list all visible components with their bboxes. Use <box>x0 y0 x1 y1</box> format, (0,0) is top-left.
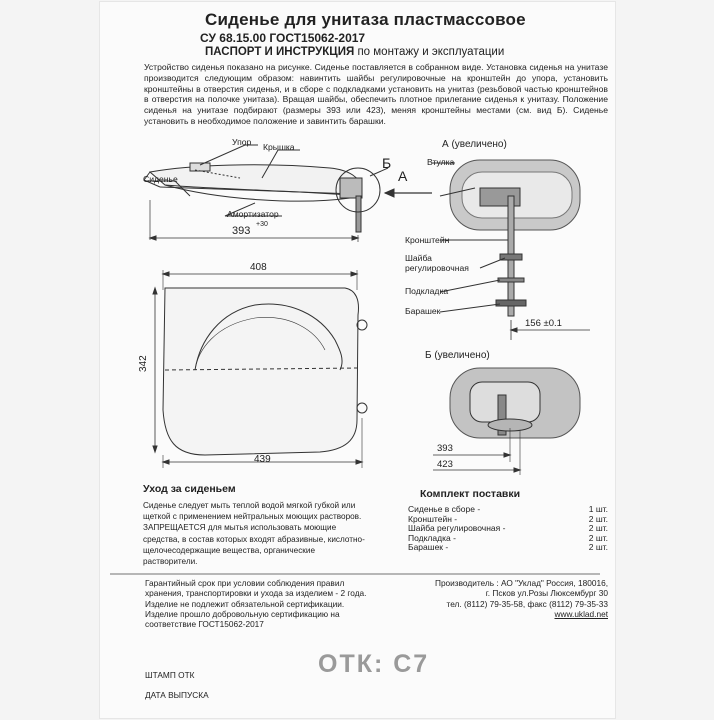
kit-list <box>408 505 608 553</box>
warranty-line: хранения, транспортировки и ухода за изделием - 2 года. <box>145 588 367 599</box>
label-upor: Упор <box>232 137 252 147</box>
label-vtulka: Втулка <box>427 157 455 167</box>
subtitle-rest: по монтажу и эксплуатации <box>354 46 505 58</box>
dim-393-side: 393 <box>232 225 251 237</box>
kit-item-qty: 1 шт. <box>588 504 608 514</box>
dim-423-b: 423 <box>437 459 453 470</box>
kit-item-name: Сиденье в сборе - <box>408 504 481 514</box>
care-forbidden-text: для мытья использовать моющие средства, в состав которых входят абразивные, кислотно-щелочесодержащие вещества, органические растворители. <box>143 523 365 567</box>
warranty-text <box>145 578 366 629</box>
label-kryshka: Крышка <box>263 142 295 152</box>
document-title: Сиденье для унитаза пластмассовое <box>205 10 526 29</box>
maker-line: г. Псков ул.Розы Люксембург 30 <box>485 588 608 599</box>
care-heading: Уход за сиденьем <box>143 483 236 495</box>
label-shaiba-1: Шайба <box>405 253 432 263</box>
view-a-drawing <box>432 160 590 340</box>
release-date-label: ДАТА ВЫПУСКА <box>145 690 209 700</box>
dim-156: 156 ±0.1 <box>525 318 562 329</box>
care-text <box>143 500 368 567</box>
kit-item-qty: 2 шт. <box>588 542 608 552</box>
label-amortizator: Амортизатор <box>227 209 279 219</box>
maker-line: тел. (8112) 79-35-58, факс (8112) 79-35-33 <box>446 598 608 609</box>
manufacturer-info <box>398 578 608 619</box>
dim-408: 408 <box>250 262 267 273</box>
kit-item-name: Кронштейн - <box>408 513 458 524</box>
maker-line: Производитель : АО "Уклад" Россия, 180016, <box>434 578 608 588</box>
view-b-title: Б (увеличено) <box>425 350 490 361</box>
kit-item-qty: 2 шт. <box>588 513 608 524</box>
label-podkladka: Подкладка <box>405 286 449 296</box>
dim-393-b: 393 <box>437 443 453 454</box>
document-code: СУ 68.15.00 ГОСТ15062-2017 <box>200 31 366 45</box>
kit-heading: Комплект поставки <box>420 488 521 500</box>
view-b-drawing <box>433 368 580 475</box>
view-a-title: А (увеличено) <box>442 139 507 150</box>
kit-item-name: Барашек - <box>408 542 449 552</box>
otk-stamp: ОТК: С7 <box>318 650 430 678</box>
care-forbidden-word: ЗАПРЕЩАЕТСЯ <box>143 523 206 533</box>
label-shaiba-2: регулировочная <box>405 263 469 273</box>
dim-342: 342 <box>138 355 149 372</box>
warranty-line: Изделие не подлежит обязательной сертификации. <box>145 598 345 609</box>
warranty-line: Гарантийный срок при условии соблюдения правил <box>145 578 345 588</box>
label-kronshtein: Кронштейн <box>405 235 450 245</box>
kit-item-name: Подкладка - <box>408 532 456 543</box>
top-view-drawing <box>153 270 367 468</box>
kit-item-qty: 2 шт. <box>588 523 608 533</box>
warranty-line: соответствие ГОСТ15062-2017 <box>145 619 264 630</box>
label-view-b-marker: Б <box>382 155 392 171</box>
installation-instructions: Устройство сиденья показано на рисунке. Сиденье поставляется в собранном виде. Установка сиденья на унитазе производится следующим образом: навинтить шайбы регулировочные на кронштейн до упора, установить кронштейны в отверстия сиденья, и в сборе с подкладками установить на унитаз (резьбовой частью кронштейнов в отверстия на полочке унитаза). Вращая шайбы, обеспечить плотное прилегание сиденья к унитазу. Положение сиденья на унитазе подбирают (размеры 393 или 423), меняя кронштейны местами (см. вид Б). Сиденье установить в необходимое положение и завинтить барашки. <box>144 62 608 126</box>
maker-website[interactable]: www.uklad.net <box>554 608 608 619</box>
dim-393-tolerance: +30 <box>256 221 268 228</box>
kit-item <box>408 543 608 553</box>
kit-item-name: Шайба регулировочная - <box>408 523 506 533</box>
dim-439: 439 <box>254 454 271 465</box>
kit-item-qty: 2 шт. <box>588 532 608 543</box>
label-view-a-marker: А <box>398 168 408 184</box>
label-sidenie: Сиденье <box>143 174 178 184</box>
subtitle-bold: ПАСПОРТ И ИНСТРУКЦИЯ <box>205 46 355 58</box>
label-barashek: Барашек <box>405 306 441 316</box>
warranty-line: Изделие прошло добровольную сертификацию на <box>145 608 340 619</box>
care-instructions: Сиденье следует мыть теплой водой мягкой губкой или щеткой с применением нейтральных моющих растворов. <box>143 501 362 522</box>
stamp-label: ШТАМП ОТК <box>145 670 195 680</box>
